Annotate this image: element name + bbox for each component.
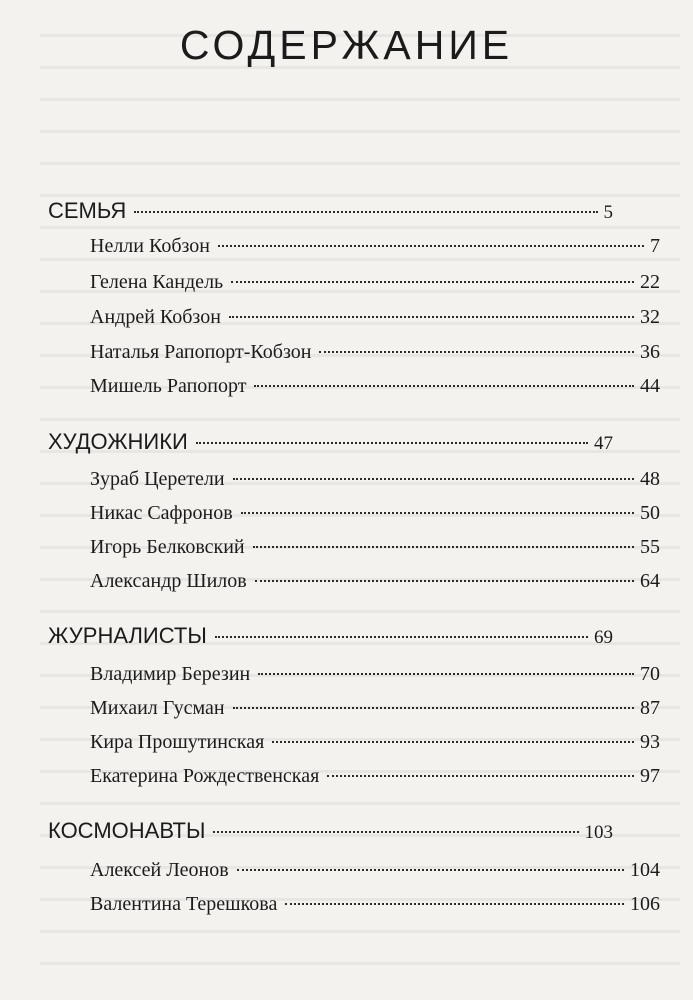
- toc-entry-label: Игорь Белковский: [90, 536, 245, 558]
- toc-entry-label: Зураб Церетели: [90, 468, 225, 490]
- toc-leader: [253, 546, 634, 548]
- toc-entry-label: Гелена Кандель: [90, 271, 224, 293]
- toc-entry[interactable]: [90, 235, 660, 265]
- toc-page-number: 48: [640, 468, 660, 490]
- toc-entry-label: Михаил Гусман: [90, 697, 225, 719]
- toc-leader: [213, 831, 578, 833]
- toc-entry-label: Владимир Березин: [90, 663, 251, 685]
- toc-leader: [231, 281, 634, 283]
- toc-page-number: 22: [640, 271, 660, 293]
- toc-leader: [319, 351, 634, 353]
- toc-leader: [255, 580, 634, 582]
- toc-section-label: ЖУРНАЛИСТЫ: [48, 623, 207, 648]
- toc-page-number: 97: [640, 765, 660, 787]
- toc-page-number: 47: [594, 433, 613, 454]
- toc-page-number: 44: [640, 375, 660, 397]
- toc-entry-label: Кира Прошутинская: [90, 731, 265, 753]
- toc-page-number: 87: [640, 697, 660, 719]
- toc-page-number: 69: [594, 627, 613, 648]
- toc-entry[interactable]: [90, 306, 660, 336]
- toc-leader: [285, 903, 624, 905]
- toc-page-number: 104: [630, 859, 660, 881]
- toc-section-label: ХУДОЖНИКИ: [48, 429, 188, 454]
- toc-entry-label: Андрей Кобзон: [90, 306, 221, 328]
- toc-leader: [241, 512, 634, 514]
- toc-leader: [272, 741, 634, 743]
- toc-entry[interactable]: [90, 731, 660, 761]
- toc-page-number: 103: [584, 822, 613, 843]
- toc-entry-label: Екатерина Рождественская: [90, 765, 320, 787]
- toc-entry[interactable]: [90, 536, 660, 566]
- toc-entry[interactable]: [90, 375, 660, 405]
- toc-page-number: 106: [630, 893, 660, 915]
- toc-page-number: 93: [640, 731, 660, 753]
- toc-leader: [229, 316, 634, 318]
- toc-entry[interactable]: [90, 468, 660, 498]
- toc-entry[interactable]: [90, 697, 660, 727]
- toc-leader: [233, 478, 634, 480]
- toc-entry-label: Александр Шилов: [90, 570, 247, 592]
- toc-page-number: 5: [603, 202, 613, 223]
- toc-page-number: 70: [640, 663, 660, 685]
- toc-entry[interactable]: [90, 271, 660, 301]
- toc-leader: [258, 673, 634, 675]
- toc-page-number: 64: [640, 570, 660, 592]
- toc-leader: [196, 442, 588, 444]
- toc-leader: [215, 636, 588, 638]
- toc-entry-label: Нелли Кобзон: [90, 235, 210, 257]
- toc-page-number: 36: [640, 341, 660, 363]
- toc-leader: [134, 211, 597, 213]
- toc-entry-label: Мишель Рапопорт: [90, 375, 247, 397]
- toc-leader: [237, 869, 624, 871]
- toc-leader: [218, 245, 644, 247]
- toc-page-number: 32: [640, 306, 660, 328]
- toc-entry[interactable]: [90, 570, 660, 600]
- toc-entry[interactable]: [90, 893, 660, 923]
- toc-leader: [233, 707, 634, 709]
- toc-section-journalists[interactable]: [48, 623, 613, 653]
- toc-leader: [254, 385, 634, 387]
- toc-entry[interactable]: [90, 663, 660, 693]
- toc-entry[interactable]: [90, 765, 660, 795]
- toc-section-artists[interactable]: [48, 429, 613, 459]
- toc-entry[interactable]: [90, 859, 660, 889]
- toc-section-label: СЕМЬЯ: [48, 198, 127, 223]
- page-title: СОДЕРЖАНИЕ: [179, 22, 514, 68]
- toc-entry-label: Алексей Леонов: [90, 859, 229, 881]
- toc-section-cosmonauts[interactable]: [48, 818, 613, 848]
- toc-page-number: 50: [640, 502, 660, 524]
- toc-entry-label: Наталья Рапопорт-Кобзон: [90, 341, 312, 363]
- toc-entry-label: Никас Сафронов: [90, 502, 233, 524]
- toc-entry[interactable]: [90, 502, 660, 532]
- toc-section-label: КОСМОНАВТЫ: [48, 818, 206, 843]
- toc-page-number: 55: [640, 536, 660, 558]
- toc-entry-label: Валентина Терешкова: [90, 893, 278, 915]
- toc-entry[interactable]: [90, 341, 660, 371]
- toc-leader: [327, 775, 634, 777]
- toc-page-number: 7: [650, 235, 660, 257]
- toc-section-family[interactable]: [48, 198, 613, 228]
